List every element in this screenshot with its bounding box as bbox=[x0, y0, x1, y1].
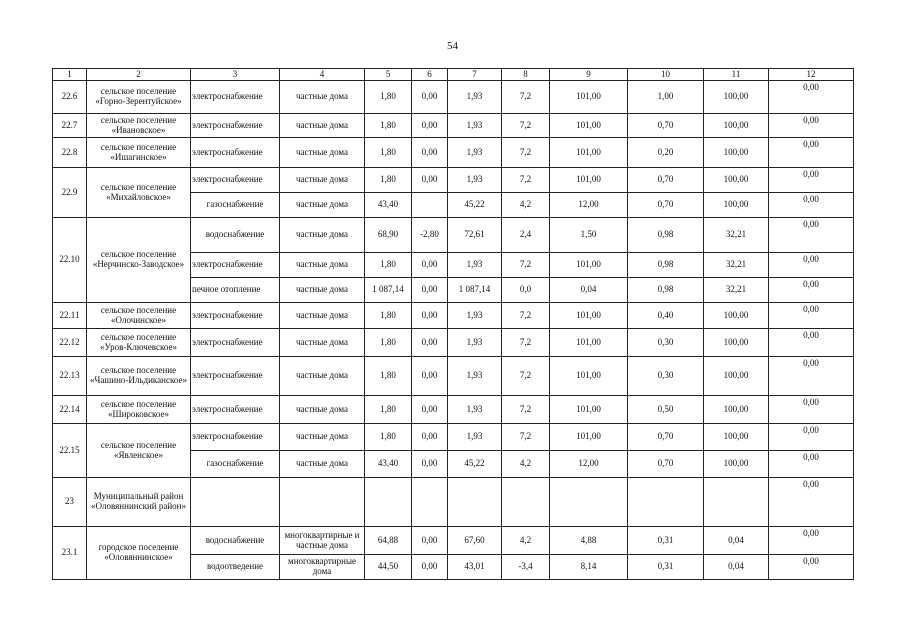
cell-col-7: 1,93 bbox=[448, 81, 502, 114]
cell-col-5: 1,80 bbox=[365, 168, 412, 193]
cell-col-10: 0,98 bbox=[628, 278, 704, 303]
cell-col-8: 7,2 bbox=[502, 329, 550, 357]
cell-col-10: 0,70 bbox=[628, 424, 704, 451]
cell-col-7: 1,93 bbox=[448, 303, 502, 329]
settlement-name: сельское поселение «Широковское» bbox=[87, 396, 191, 424]
column-header: 1 bbox=[53, 69, 87, 81]
cell-col-6 bbox=[412, 193, 448, 218]
cell-col-8: 4,2 bbox=[502, 193, 550, 218]
cell-col-8: 7,2 bbox=[502, 424, 550, 451]
cell-col-5: 43,40 bbox=[365, 193, 412, 218]
row-number: 22.13 bbox=[53, 357, 87, 396]
cell-col-10: 0,20 bbox=[628, 138, 704, 168]
cell-col-3: водоотведение bbox=[191, 555, 280, 580]
cell-col-9: 12,00 bbox=[550, 451, 628, 478]
cell-col-9: 101,00 bbox=[550, 168, 628, 193]
settlement-name: сельское поселение «Нерчинско-Заводское» bbox=[87, 218, 191, 303]
table-row bbox=[53, 424, 854, 451]
column-header: 4 bbox=[280, 69, 365, 81]
cell-col-8: 0,0 bbox=[502, 278, 550, 303]
cell-col-10: 0,30 bbox=[628, 357, 704, 396]
cell-col-6: 0,00 bbox=[412, 138, 448, 168]
cell-col-9: 101,00 bbox=[550, 396, 628, 424]
cell-col-6: 0,00 bbox=[412, 527, 448, 555]
cell-col-12: 0,00 bbox=[769, 138, 854, 168]
cell-col-9: 1,50 bbox=[550, 218, 628, 253]
cell-col-10: 1,00 bbox=[628, 81, 704, 114]
cell-col-12: 0,00 bbox=[769, 218, 854, 253]
cell-col-3: электроснабжение bbox=[191, 424, 280, 451]
cell-col-6: 0,00 bbox=[412, 329, 448, 357]
cell-col-4: частные дома bbox=[280, 396, 365, 424]
cell-col-12: 0,00 bbox=[769, 451, 854, 478]
cell-col-7: 45,22 bbox=[448, 451, 502, 478]
cell-col-6: 0,00 bbox=[412, 555, 448, 580]
cell-col-4: частные дома bbox=[280, 278, 365, 303]
cell-col-4: частные дома bbox=[280, 218, 365, 253]
row-number: 22.7 bbox=[53, 114, 87, 138]
cell-col-12: 0,00 bbox=[769, 303, 854, 329]
cell-col-8: 7,2 bbox=[502, 168, 550, 193]
cell-col-11: 0,04 bbox=[704, 555, 769, 580]
table-row bbox=[53, 527, 854, 555]
cell-col-7: 72,61 bbox=[448, 218, 502, 253]
row-number: 23.1 bbox=[53, 527, 87, 580]
settlement-name: сельское поселение «Михайловское» bbox=[87, 168, 191, 218]
column-header: 9 bbox=[550, 69, 628, 81]
cell-col-6: 0,00 bbox=[412, 396, 448, 424]
cell-col-10: 0,30 bbox=[628, 329, 704, 357]
cell-col-4: частные дома bbox=[280, 81, 365, 114]
settlement-name: городское поселение «Оловяннинское» bbox=[87, 527, 191, 580]
table-row bbox=[53, 218, 854, 253]
cell-col-6: 0,00 bbox=[412, 424, 448, 451]
settlement-name: сельское поселение «Олочинское» bbox=[87, 303, 191, 329]
cell-col-11: 0,04 bbox=[704, 527, 769, 555]
tariff-table bbox=[52, 68, 854, 580]
cell-col-8: 7,2 bbox=[502, 81, 550, 114]
cell-col-4: частные дома bbox=[280, 253, 365, 278]
cell-col-11: 100,00 bbox=[704, 424, 769, 451]
cell-col-4: частные дома bbox=[280, 303, 365, 329]
settlement-name: сельское поселение «Явленское» bbox=[87, 424, 191, 478]
table-row bbox=[53, 329, 854, 357]
cell-col-9: 101,00 bbox=[550, 138, 628, 168]
cell-col-4 bbox=[280, 478, 365, 527]
cell-col-6: 0,00 bbox=[412, 168, 448, 193]
cell-col-6: 0,00 bbox=[412, 451, 448, 478]
cell-col-5: 1,80 bbox=[365, 424, 412, 451]
cell-col-8: 7,2 bbox=[502, 253, 550, 278]
cell-col-4: частные дома bbox=[280, 424, 365, 451]
cell-col-3: электроснабжение bbox=[191, 114, 280, 138]
cell-col-10: 0,31 bbox=[628, 527, 704, 555]
cell-col-8 bbox=[502, 478, 550, 527]
cell-col-6: 0,00 bbox=[412, 357, 448, 396]
settlement-name: сельское поселение «Горно-Зерентуйское» bbox=[87, 81, 191, 114]
cell-col-3 bbox=[191, 478, 280, 527]
cell-col-4: частные дома bbox=[280, 193, 365, 218]
cell-col-7: 1,93 bbox=[448, 396, 502, 424]
settlement-name: сельское поселение «Ивановское» bbox=[87, 114, 191, 138]
cell-col-9: 4,88 bbox=[550, 527, 628, 555]
cell-col-9: 8,14 bbox=[550, 555, 628, 580]
cell-col-3: водоснабжение bbox=[191, 218, 280, 253]
cell-col-5: 1,80 bbox=[365, 253, 412, 278]
cell-col-6: 0,00 bbox=[412, 253, 448, 278]
cell-col-8: 7,2 bbox=[502, 396, 550, 424]
cell-col-11: 100,00 bbox=[704, 357, 769, 396]
cell-col-11: 100,00 bbox=[704, 303, 769, 329]
cell-col-12: 0,00 bbox=[769, 81, 854, 114]
column-header: 7 bbox=[448, 69, 502, 81]
cell-col-3: газоснабжение bbox=[191, 451, 280, 478]
cell-col-7: 1,93 bbox=[448, 357, 502, 396]
cell-col-3: газоснабжение bbox=[191, 193, 280, 218]
column-header: 11 bbox=[704, 69, 769, 81]
cell-col-8: 7,2 bbox=[502, 138, 550, 168]
column-header: 3 bbox=[191, 69, 280, 81]
cell-col-4: частные дома bbox=[280, 138, 365, 168]
cell-col-6: -2,80 bbox=[412, 218, 448, 253]
cell-col-3: электроснабжение bbox=[191, 81, 280, 114]
cell-col-8: 4,2 bbox=[502, 527, 550, 555]
cell-col-10: 0,40 bbox=[628, 303, 704, 329]
table-row bbox=[53, 81, 854, 114]
cell-col-7: 43,01 bbox=[448, 555, 502, 580]
cell-col-11: 100,00 bbox=[704, 114, 769, 138]
cell-col-5: 1,80 bbox=[365, 396, 412, 424]
cell-col-4: многоквартирные и частные дома bbox=[280, 527, 365, 555]
settlement-name: сельское поселение «Ишагинское» bbox=[87, 138, 191, 168]
cell-col-9: 101,00 bbox=[550, 303, 628, 329]
row-number: 22.15 bbox=[53, 424, 87, 478]
cell-col-11 bbox=[704, 478, 769, 527]
cell-col-10: 0,70 bbox=[628, 451, 704, 478]
cell-col-11: 100,00 bbox=[704, 193, 769, 218]
cell-col-11: 100,00 bbox=[704, 396, 769, 424]
cell-col-6: 0,00 bbox=[412, 303, 448, 329]
column-header: 10 bbox=[628, 69, 704, 81]
cell-col-5: 1,80 bbox=[365, 81, 412, 114]
cell-col-12: 0,00 bbox=[769, 278, 854, 303]
cell-col-9: 101,00 bbox=[550, 81, 628, 114]
cell-col-7: 1,93 bbox=[448, 424, 502, 451]
cell-col-10: 0,70 bbox=[628, 168, 704, 193]
cell-col-11: 100,00 bbox=[704, 81, 769, 114]
table-row bbox=[53, 114, 854, 138]
cell-col-12: 0,00 bbox=[769, 396, 854, 424]
cell-col-5: 1,80 bbox=[365, 114, 412, 138]
cell-col-8: 7,2 bbox=[502, 114, 550, 138]
cell-col-8: 7,2 bbox=[502, 357, 550, 396]
cell-col-11: 100,00 bbox=[704, 168, 769, 193]
cell-col-12: 0,00 bbox=[769, 193, 854, 218]
column-header: 12 bbox=[769, 69, 854, 81]
row-number: 22.6 bbox=[53, 81, 87, 114]
cell-col-5: 1,80 bbox=[365, 329, 412, 357]
column-header: 6 bbox=[412, 69, 448, 81]
table-row bbox=[53, 303, 854, 329]
cell-col-7: 1,93 bbox=[448, 114, 502, 138]
cell-col-3: электроснабжение bbox=[191, 138, 280, 168]
table-row bbox=[53, 138, 854, 168]
cell-col-6: 0,00 bbox=[412, 114, 448, 138]
cell-col-3: водоснабжение bbox=[191, 527, 280, 555]
header-row bbox=[53, 69, 854, 81]
cell-col-12: 0,00 bbox=[769, 555, 854, 580]
cell-col-3: электроснабжение bbox=[191, 253, 280, 278]
cell-col-4: многоквартирные дома bbox=[280, 555, 365, 580]
cell-col-11: 32,21 bbox=[704, 253, 769, 278]
table-row bbox=[53, 357, 854, 396]
cell-col-9: 12,00 bbox=[550, 193, 628, 218]
cell-col-12: 0,00 bbox=[769, 527, 854, 555]
row-number: 22.8 bbox=[53, 138, 87, 168]
cell-col-4: частные дома bbox=[280, 114, 365, 138]
cell-col-11: 100,00 bbox=[704, 138, 769, 168]
cell-col-3: электроснабжение bbox=[191, 303, 280, 329]
cell-col-5: 43,40 bbox=[365, 451, 412, 478]
cell-col-8: 4,2 bbox=[502, 451, 550, 478]
settlement-name: Муниципальный район «Оловяннинский район» bbox=[87, 478, 191, 527]
cell-col-6 bbox=[412, 478, 448, 527]
cell-col-9: 101,00 bbox=[550, 329, 628, 357]
cell-col-7: 1,93 bbox=[448, 168, 502, 193]
cell-col-7: 45,22 bbox=[448, 193, 502, 218]
cell-col-7: 1,93 bbox=[448, 138, 502, 168]
cell-col-12: 0,00 bbox=[769, 424, 854, 451]
cell-col-10: 0,50 bbox=[628, 396, 704, 424]
cell-col-10: 0,70 bbox=[628, 114, 704, 138]
cell-col-3: электроснабжение bbox=[191, 168, 280, 193]
cell-col-12: 0,00 bbox=[769, 357, 854, 396]
column-header: 5 bbox=[365, 69, 412, 81]
cell-col-3: электроснабжение bbox=[191, 396, 280, 424]
page-number: 54 bbox=[447, 40, 458, 52]
table-row bbox=[53, 168, 854, 193]
cell-col-5: 64,88 bbox=[365, 527, 412, 555]
cell-col-12: 0,00 bbox=[769, 168, 854, 193]
cell-col-12: 0,00 bbox=[769, 329, 854, 357]
row-number: 22.14 bbox=[53, 396, 87, 424]
settlement-name: сельское поселение «Чашино-Ильдиканское» bbox=[87, 357, 191, 396]
cell-col-10: 0,70 bbox=[628, 193, 704, 218]
row-number: 22.12 bbox=[53, 329, 87, 357]
cell-col-4: частные дома bbox=[280, 329, 365, 357]
row-number: 22.11 bbox=[53, 303, 87, 329]
cell-col-5: 44,50 bbox=[365, 555, 412, 580]
cell-col-10: 0,31 bbox=[628, 555, 704, 580]
settlement-name: сельское поселение «Уров-Ключевское» bbox=[87, 329, 191, 357]
cell-col-7: 67,60 bbox=[448, 527, 502, 555]
cell-col-10 bbox=[628, 478, 704, 527]
cell-col-5: 1 087,14 bbox=[365, 278, 412, 303]
table-row bbox=[53, 478, 854, 527]
cell-col-6: 0,00 bbox=[412, 278, 448, 303]
cell-col-4: частные дома bbox=[280, 357, 365, 396]
row-number: 23 bbox=[53, 478, 87, 527]
cell-col-4: частные дома bbox=[280, 168, 365, 193]
cell-col-11: 32,21 bbox=[704, 218, 769, 253]
cell-col-7: 1 087,14 bbox=[448, 278, 502, 303]
cell-col-9: 101,00 bbox=[550, 357, 628, 396]
cell-col-8: 2,4 bbox=[502, 218, 550, 253]
cell-col-5: 1,80 bbox=[365, 138, 412, 168]
cell-col-3: электроснабжение bbox=[191, 329, 280, 357]
cell-col-9: 101,00 bbox=[550, 253, 628, 278]
cell-col-10: 0,98 bbox=[628, 218, 704, 253]
cell-col-8: -3,4 bbox=[502, 555, 550, 580]
cell-col-11: 100,00 bbox=[704, 451, 769, 478]
cell-col-12: 0,00 bbox=[769, 253, 854, 278]
cell-col-7: 1,93 bbox=[448, 329, 502, 357]
cell-col-9: 101,00 bbox=[550, 114, 628, 138]
cell-col-10: 0,98 bbox=[628, 253, 704, 278]
column-header: 2 bbox=[87, 69, 191, 81]
cell-col-11: 32,21 bbox=[704, 278, 769, 303]
cell-col-9 bbox=[550, 478, 628, 527]
cell-col-5: 1,80 bbox=[365, 303, 412, 329]
table-row bbox=[53, 396, 854, 424]
cell-col-5: 1,80 bbox=[365, 357, 412, 396]
cell-col-9: 0,04 bbox=[550, 278, 628, 303]
column-header: 8 bbox=[502, 69, 550, 81]
cell-col-7: 1,93 bbox=[448, 253, 502, 278]
cell-col-6: 0,00 bbox=[412, 81, 448, 114]
cell-col-12: 0,00 bbox=[769, 478, 854, 527]
cell-col-3: печное отопление bbox=[191, 278, 280, 303]
cell-col-11: 100,00 bbox=[704, 329, 769, 357]
cell-col-5: 68,90 bbox=[365, 218, 412, 253]
cell-col-9: 101,00 bbox=[550, 424, 628, 451]
row-number: 22.10 bbox=[53, 218, 87, 303]
cell-col-4: частные дома bbox=[280, 451, 365, 478]
cell-col-7 bbox=[448, 478, 502, 527]
row-number: 22.9 bbox=[53, 168, 87, 218]
cell-col-8: 7,2 bbox=[502, 303, 550, 329]
cell-col-5 bbox=[365, 478, 412, 527]
cell-col-3: электроснабжение bbox=[191, 357, 280, 396]
cell-col-12: 0,00 bbox=[769, 114, 854, 138]
